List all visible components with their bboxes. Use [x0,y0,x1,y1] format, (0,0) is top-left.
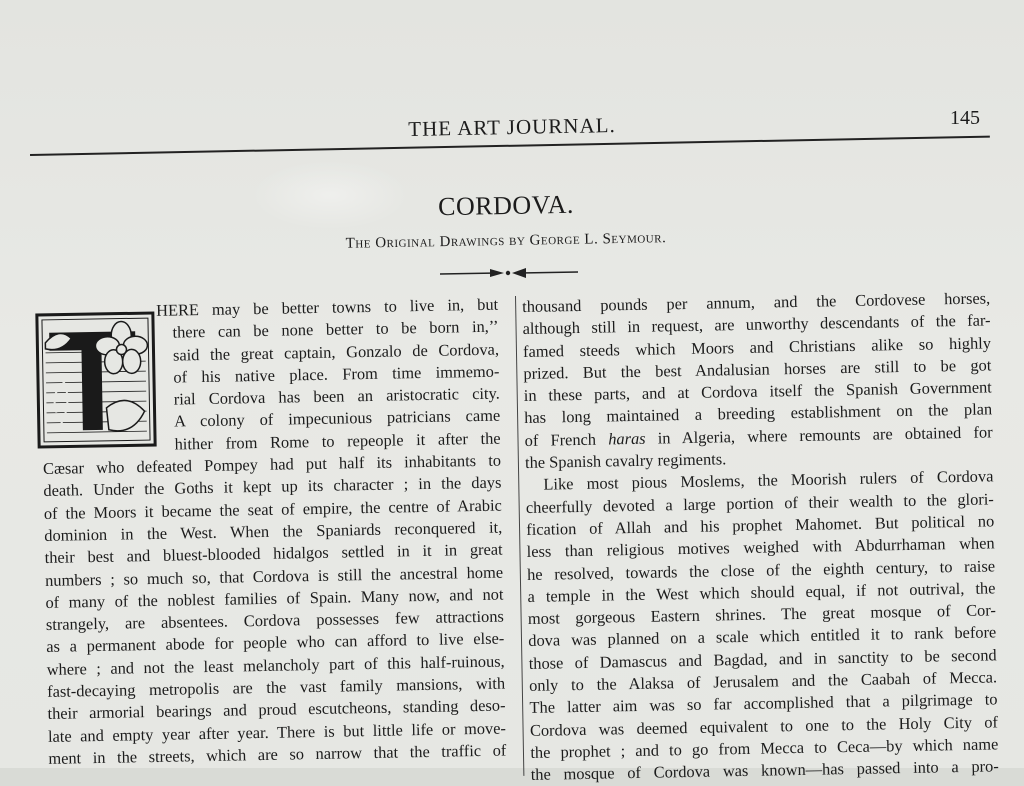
text-line: numbers ; so much so, that Cordova is still the ancestral home [44,562,504,590]
italic-word: haras [608,428,646,449]
left-column [40,294,507,771]
text-line: strangely, are absentees. Cordova possesses few attractions [45,606,505,635]
ornament-divider-icon [440,265,580,281]
text-line: Cæsar who defeated Pompey had put half its inhabitants to [42,450,502,479]
text-line: famed steeds which Moors and Christians alike so highly [522,333,992,361]
text-line: rial Cordova has been an aristocratic city. [173,383,500,409]
text-line: dova was planned on a scale which entitled it to rank before [528,622,997,651]
text-line: although still in request, are unworthy descendants of the far- [522,310,991,339]
text-line: dominion in the West. When the Spaniards reconquered it, [44,517,503,545]
text-line: their armorial bearings and proud escutcheons, standing deso- [47,695,506,724]
text-line: Cordova was deemed equivalent to one to the Holy City of [529,711,999,740]
text-line: most gorgeous Eastern shrines. The great mosque of Cor- [527,600,997,629]
text-line: of his native place. From time immemo- [173,361,500,387]
text-line: A colony of impecunious patricians came [174,406,501,432]
text-line: he resolved, towards the close of the eighth century, to raise [526,555,996,584]
article-title: CORDOVA. [437,189,575,222]
text-line: of French haras in Algeria, where remounts are obtained for [524,422,993,450]
text-line: the Spanish cavalry regiments. [524,449,727,473]
text-line: a temple in the West which should equal, if not outrival, the [527,578,996,606]
text-line: hither from Rome to repeople it after the [174,428,501,454]
text-line: cheerfully devoted a large portion of their wealth to the glori- [525,489,994,517]
journal-title: THE ART JOURNAL. [408,113,616,141]
text-line: Like most pious Moslems, the Moorish rulers of Cordova [543,466,994,495]
text-line: those of Damascus and Bagdad, and in sanctity to be second [528,645,997,673]
text-line: only to the Alaksa of Jerusalem and the Caabah of Mecca. [528,667,998,695]
text-line: the mosque of Cordova was known—has passed into a pro- [530,756,999,785]
text-line: of many of the noblest families of Spain. Many now, and not [45,584,504,612]
text-line: ment in the streets, which are so narrow that the traffic of [48,740,507,768]
text-line: has long maintained a breeding establishment on the plan [524,399,993,428]
page-number: 145 [950,107,980,129]
text-line: fast-decaying metropolis are the vast family mansions, with [46,673,506,701]
text-line: less than religious motives weighed with Abdurrhaman when [526,533,995,562]
text-line: their best and bluest-blooded hidalgos settled in it in great [44,539,503,568]
right-column [522,287,999,786]
text-line: where ; and not the least melancholy part of this half-ruinous, [46,651,505,679]
text-line: the prophet ; and to go from Mecca to Ceca—by which name [530,734,999,762]
text-line: there can be none better to be born in,’’ [172,316,499,342]
text-line: of the Moors it became the seat of empire, the centre of Arabic [43,495,502,523]
text-line: death. Under the Goths it kept up its character ; in the days [43,472,502,501]
text-line: prized. But the best Andalusian horses are still to be got [523,355,992,383]
text-line: The latter aim was so far accomplished that a pilgrimage to [529,689,998,718]
text-line: as a permanent abode for people who can afford to live else- [46,629,505,657]
text-line: thousand pounds per annum, and the Cordovese horses, [522,288,991,316]
article-subtitle: The Original Drawings by George L. Seymour. [345,230,667,252]
text-line: said the great captain, Gonzalo de Cordova, [172,339,500,365]
text-line: HERE may be better towns to live in, but [155,294,499,320]
text-line: in these parts, and at Cordova itself the Spanish Government [523,377,992,406]
text-line: fication of Allah and his prophet Mahomet. But political no [526,511,995,539]
text-line: late and empty year after year. There is but little life or move- [47,718,507,746]
